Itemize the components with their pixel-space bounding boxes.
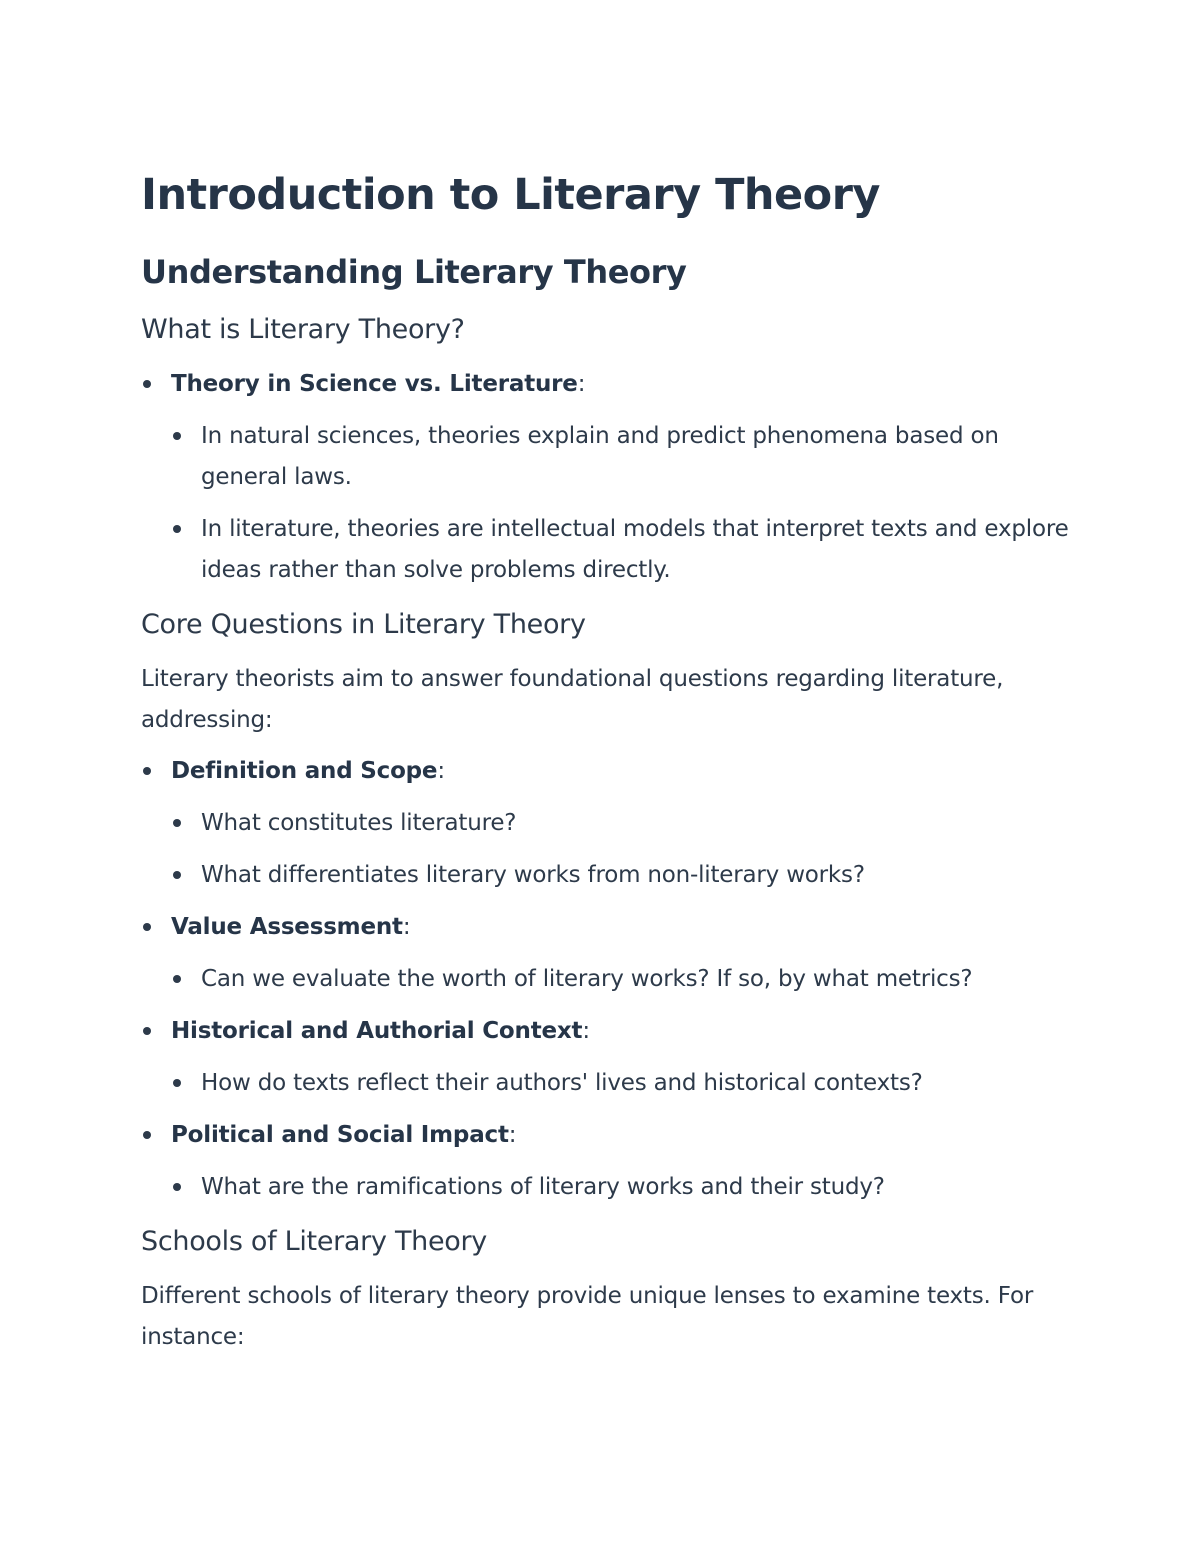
document-page — [141, 165, 1071, 1358]
bullet-icon — [143, 1131, 151, 1139]
sub-list-item — [171, 855, 1071, 896]
sub-list-item-text: What constitutes literature? — [201, 810, 517, 836]
sub-list-item — [171, 509, 1071, 591]
sub-list — [171, 1063, 1071, 1104]
bullet-icon — [173, 819, 181, 827]
list-item — [141, 364, 1071, 591]
sub-list-item-text: What differentiates literary works from non-literary works? — [201, 862, 865, 888]
list-item-label: Value Assessment — [171, 914, 403, 940]
list-item-colon: : — [508, 1122, 517, 1148]
sub-list-item — [171, 959, 1071, 1000]
list-item — [141, 1115, 1071, 1208]
bullet-icon — [173, 525, 181, 533]
sub-list-item-text: What are the ramifications of literary works and their study? — [201, 1174, 885, 1200]
what-is-list — [141, 364, 1071, 591]
sub-list — [171, 1167, 1071, 1208]
list-item-label: Historical and Authorial Context — [171, 1018, 583, 1044]
list-item-colon: : — [582, 1018, 590, 1044]
sub-list-item-text: In natural sciences, theories explain and predict phenomena based on general laws. — [201, 423, 999, 490]
core-questions-intro: Literary theorists aim to answer foundational questions regarding literature, addressing: — [141, 666, 1004, 733]
bullet-icon — [143, 380, 151, 388]
list-item-colon: : — [437, 758, 445, 784]
subsection-heading-schools: Schools of Literary Theory — [141, 1226, 487, 1257]
bullet-icon — [143, 923, 151, 931]
sub-list — [171, 803, 1071, 896]
bullet-icon — [173, 871, 181, 879]
core-questions-list — [141, 751, 1071, 1208]
sub-list-item-text: How do texts reflect their authors' lives and historical contexts? — [201, 1070, 923, 1096]
sub-list-item-text: Can we evaluate the worth of literary works? If so, by what metrics? — [201, 966, 973, 992]
bullet-icon — [143, 767, 151, 775]
list-item-label: Theory in Science vs. Literature — [171, 371, 578, 397]
sub-list-item — [171, 416, 1071, 498]
list-item — [141, 751, 1071, 896]
sub-list-item-text: In literature, theories are intellectual models that interpret texts and explore ideas rather than solve problems directly. — [201, 516, 1069, 583]
sub-list-item — [171, 1063, 1071, 1104]
bullet-icon — [173, 1079, 181, 1087]
bullet-icon — [143, 1027, 151, 1035]
sub-list — [171, 416, 1071, 591]
list-item-colon: : — [577, 371, 586, 397]
bullet-icon — [173, 432, 181, 440]
bullet-icon — [173, 1183, 181, 1191]
schools-intro: Different schools of literary theory provide unique lenses to examine texts. For instance: — [141, 1283, 1034, 1350]
list-item-label: Political and Social Impact — [171, 1122, 509, 1148]
subsection-heading-what-is: What is Literary Theory? — [141, 314, 465, 345]
sub-list-item — [171, 1167, 1071, 1208]
sub-list — [171, 959, 1071, 1000]
list-item-label: Definition and Scope — [171, 758, 438, 784]
document-title: Introduction to Literary Theory — [141, 170, 880, 220]
bullet-icon — [173, 975, 181, 983]
list-item — [141, 1011, 1071, 1104]
section-heading: Understanding Literary Theory — [141, 253, 687, 291]
list-item — [141, 907, 1071, 1000]
list-item-colon: : — [402, 914, 411, 940]
subsection-heading-core-questions: Core Questions in Literary Theory — [141, 609, 586, 640]
sub-list-item — [171, 803, 1071, 844]
